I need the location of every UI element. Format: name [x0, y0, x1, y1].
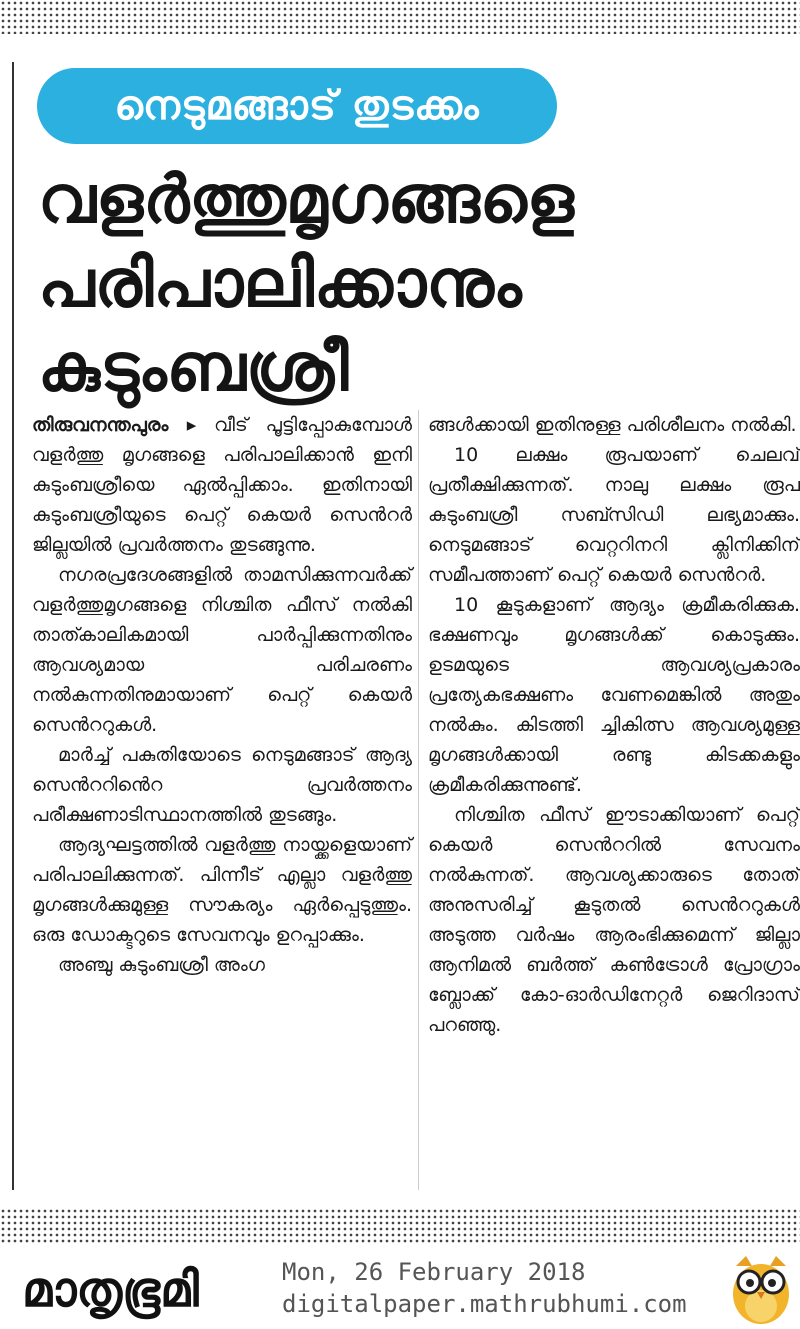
article-paragraph: നഗരപ്രദേശങ്ങളിൽ താമസിക്കുന്നവർക്ക് വളർത്തുമൃഗങ്ങളെ നിശ്ചിത ഫീസ് നൽകി താത്കാലികമായി പാർപ്പിക്കുന്നതിനും ആവശ്യമായ പരിചരണം നൽകുന്നതിനുമായാണ് പെറ്റ് കെയർ സെൻററുകൾ.: [32, 564, 412, 736]
headline-line-2: പരിപാലിക്കാനും: [38, 245, 522, 322]
headline: [38, 158, 798, 410]
article-paragraph: അഞ്ചു കുടുംബശ്രീ അംഗ: [58, 954, 265, 976]
headline-line-1: വളർത്തുമൃഗങ്ങളെ: [38, 161, 574, 238]
top-dot-border: [0, 0, 800, 34]
kicker-text: നെടുമങ്ങാട് തുടക്കം: [114, 83, 480, 129]
bottom-dot-border: [0, 1208, 800, 1244]
article-paragraph: ആദ്യഘട്ടത്തിൽ വളർത്തു നായ്ക്കളെയാണ് പരിപാലിക്കുന്നത്. പിന്നീട് എല്ലാ വളർത്തു മൃഗങ്ങൾക്കുമുള്ള സൗകര്യം ഏർപ്പെടുത്തും. ഒരു ഡോക്ടറുടെ സേവനവും ഉറപ്പാക്കും.: [32, 834, 412, 946]
dateline: തിരുവനന്തപുരം ▸: [32, 414, 197, 436]
logo-text: മാതൃഭൂമി: [22, 1261, 199, 1318]
article-column-left: [32, 410, 412, 980]
footer-info: [282, 1256, 722, 1320]
article-paragraph: [32, 410, 412, 560]
article-paragraph: ങ്ങൾക്കായി ഇതിനുള്ള പരിശീലനം നൽകി.: [428, 414, 797, 436]
owl-icon: [726, 1252, 796, 1326]
newspaper-logo: [22, 1258, 272, 1322]
site-url[interactable]: digitalpaper.mathrubhumi.com: [282, 1290, 687, 1318]
article-paragraph: മാർച്ച് പകുതിയോടെ നെടുമങ്ങാട് ആദ്യ സെൻററിൻെറ പ്രവർത്തനം പരീക്ഷണാടിസ്ഥാനത്തിൽ തുടങ്ങും.: [32, 744, 412, 826]
headline-line-3: കുടുംബശ്രീ: [38, 329, 349, 406]
article-paragraph: 10 കൂടുകളാണ് ആദ്യം ക്രമീകരിക്കുക. ഭക്ഷണവും മൃഗങ്ങൾക്ക് കൊടുക്കും. ഉടമയുടെ ആവശ്യപ്രകാരം പ്രത്യേകഭക്ഷണം വേണമെങ്കിൽ അതും നൽകും. കിടത്തി ച്ചികിത്സ ആവശ്യമുള്ള മൃഗങ്ങൾക്കായി രണ്ടു കിടക്കകളും ക്രമീകരിക്കുന്നുണ്ട്.: [428, 594, 800, 796]
article-column-right: [428, 410, 800, 1040]
article-paragraph: 10 ലക്ഷം രൂപയാണ് ചെലവ് പ്രതീക്ഷിക്കുന്നത്. നാലു ലക്ഷം രൂപ കുടുംബശ്രീ സബ്സിഡി ലഭ്യമാക്കും. നെടുമങ്ങാട് വെറ്ററിനറി ക്ലിനിക്കിന് സമീപത്താണ് പെറ്റ് കെയർ സെൻറർ.: [428, 444, 800, 586]
edition-date: Mon, 26 February 2018: [282, 1258, 586, 1286]
kicker-badge: [37, 68, 557, 144]
column-divider: [418, 410, 419, 1190]
left-rule: [12, 62, 14, 1190]
article-paragraph: നിശ്ചിത ഫീസ് ഈടാക്കിയാണ് പെറ്റ് കെയർ സെൻററിൽ സേവനം നൽകുന്നത്. ആവശ്യക്കാരുടെ തോത് അനുസരിച്ച് കൂടുതൽ സെൻററുകൾ അടുത്ത വർഷം ആരംഭിക്കുമെന്ന് ജില്ലാ ആനിമൽ ബർത്ത് കൺട്രോൾ പ്രോഗ്രാം ബ്ലോക്ക് കോ-ഓർഡിനേറ്റർ ജെറിദാസ് പറഞ്ഞു.: [428, 804, 800, 1036]
paragraph-text: വീട് പൂട്ടിപ്പോകുമ്പോൾ വളർത്തു മൃഗങ്ങളെ പരിപാലിക്കാൻ ഇനി കുടുംബശ്രീയെ ഏൽപ്പിക്കാം. ഇതിനായി കുടുംബശ്രീയുടെ പെറ്റ് കെയർ സെൻറർ ജില്ലയിൽ പ്രവർത്തനം തുടങ്ങുന്നു.: [32, 414, 413, 556]
